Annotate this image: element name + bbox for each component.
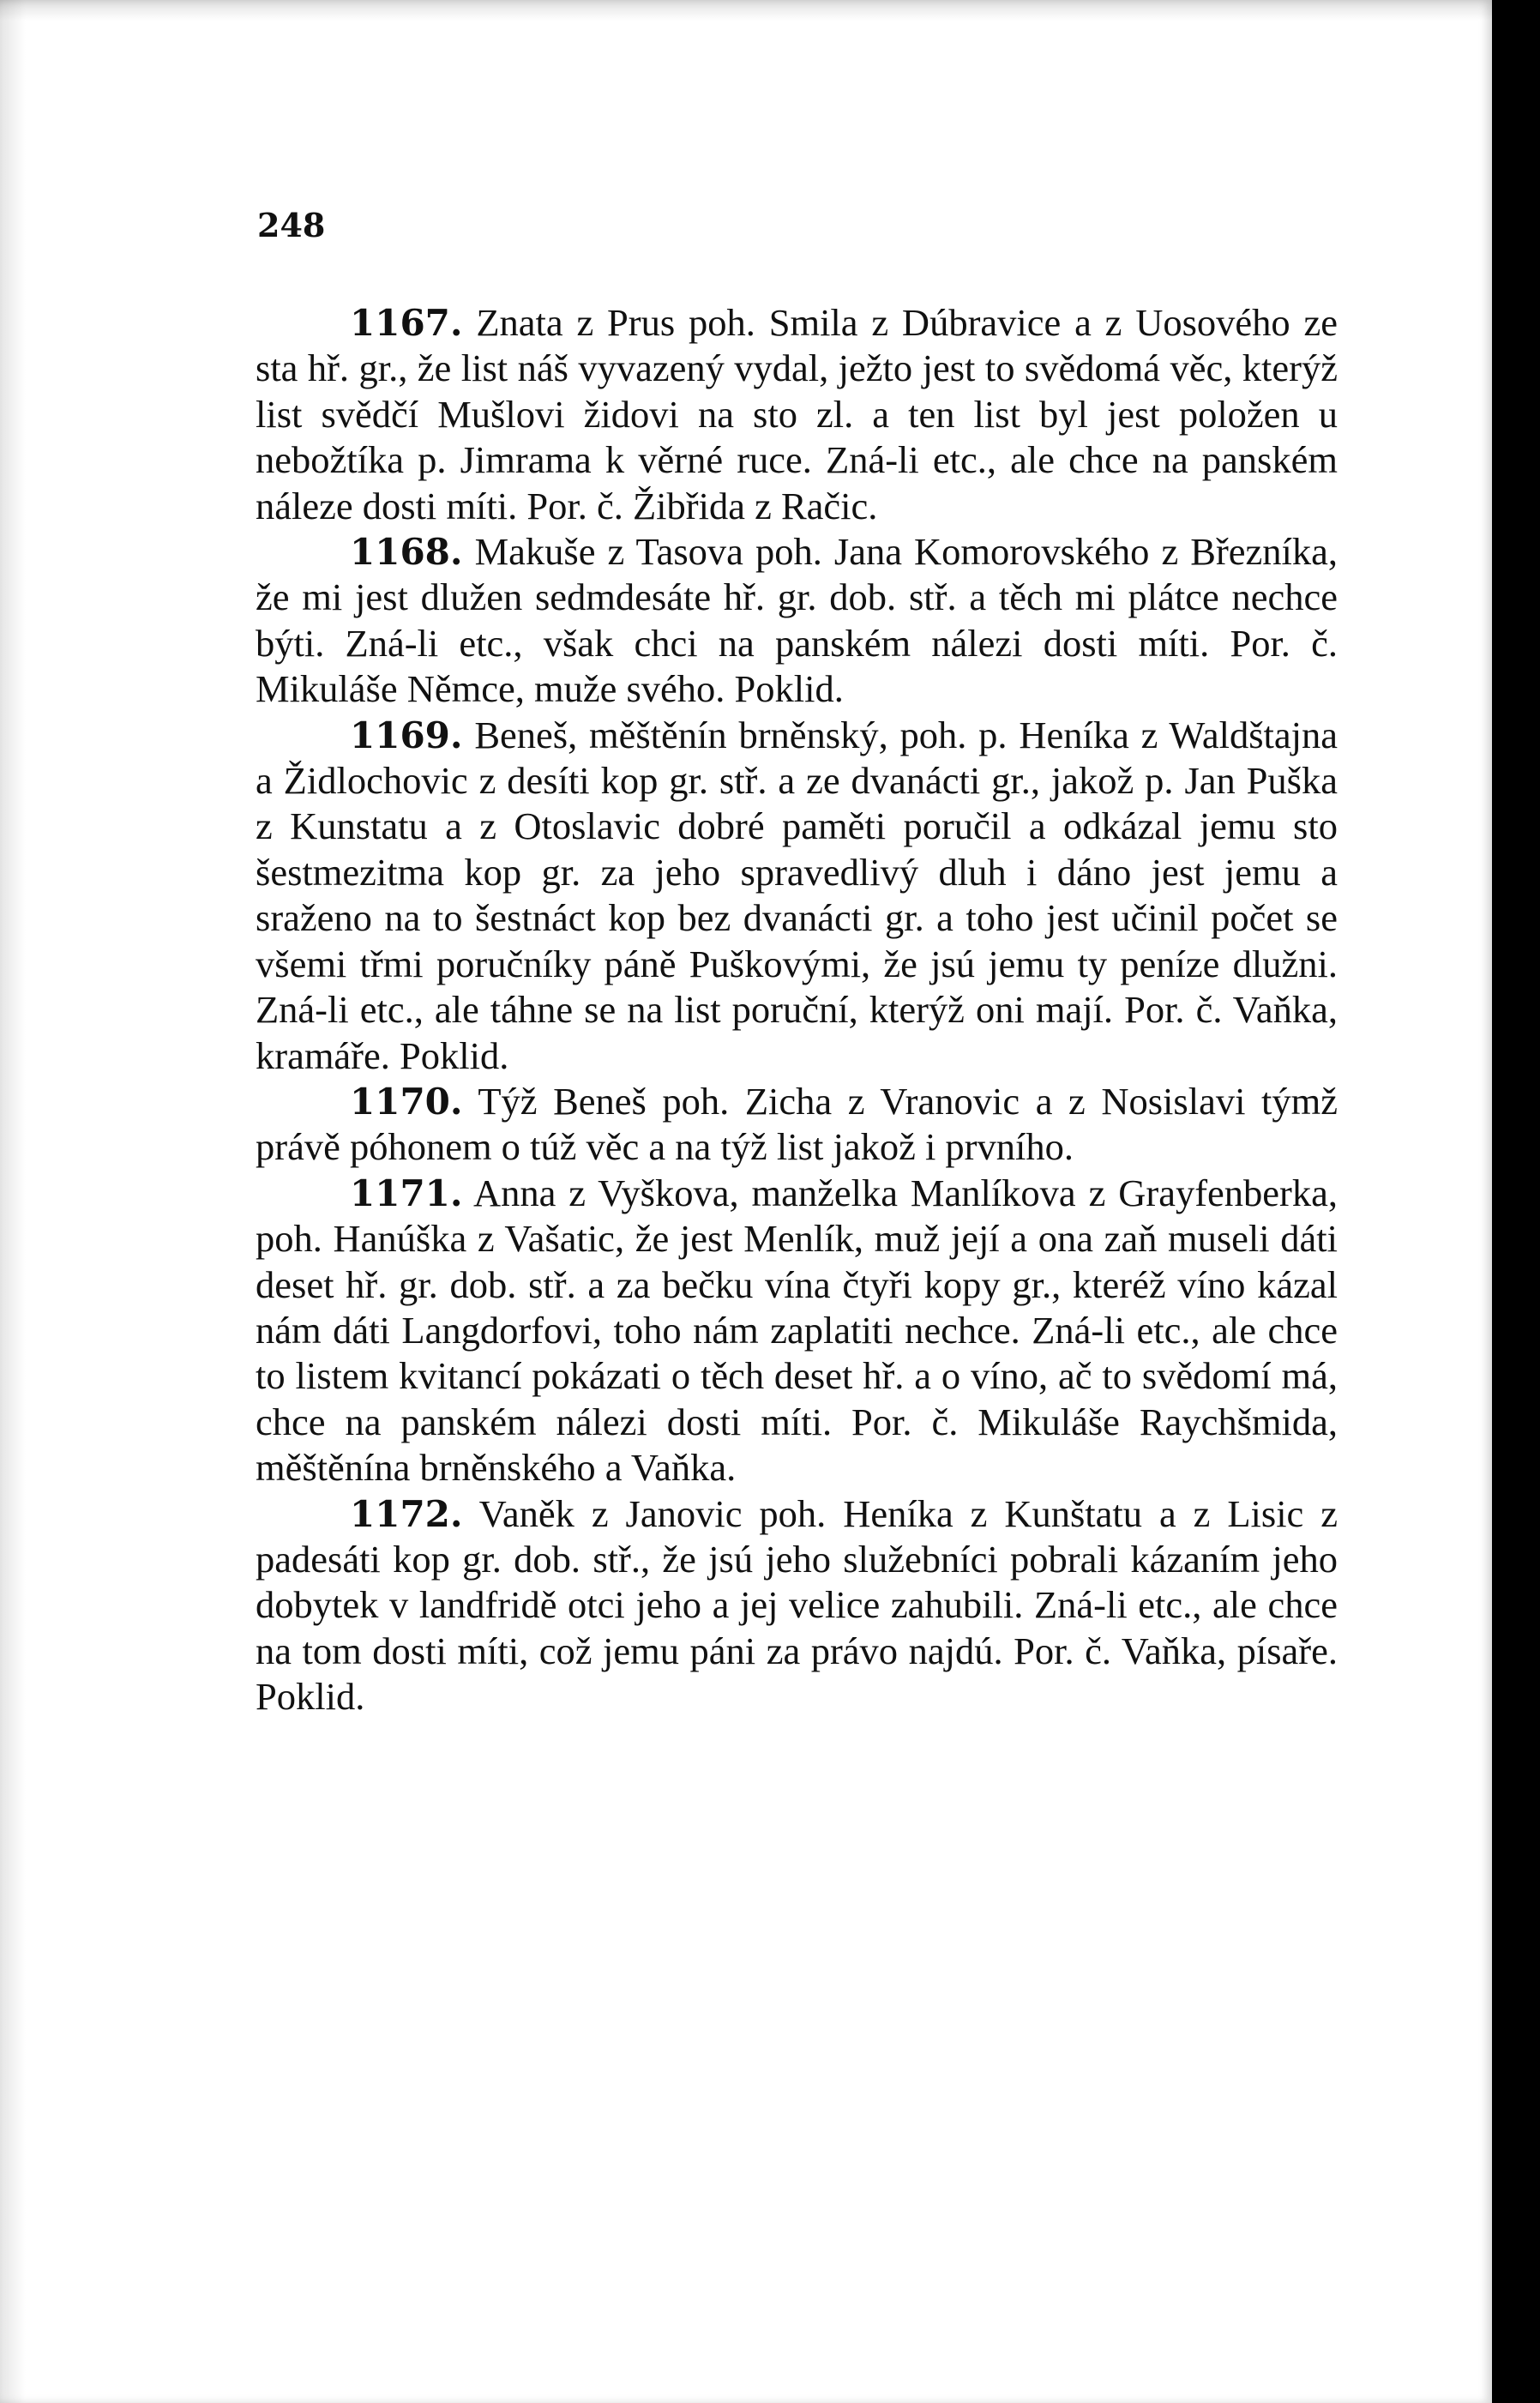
entry-text: Beneš, měštěnín brněnský, poh. p. Heníka z Waldštajna a Židlochovic z desíti kop gr. stř. a ze dvanácti gr., jakož p. Jan Puška z Kunstatu a z Otoslavic dobré paměti poručil a odkázal jemu sto šestmezitma kop gr. za jeho spravedlivý dluh i dáno jest jemu a sraženo na to šestnáct kop bez dvanácti gr. a toho jest učinil počet se všemi třmi poručníky páně Puškovými, že jsú jemu ty peníze dlužni. Zná-li etc., ale táhne se na list poruční, kterýž oni mají. Por. č. Vaňka, kramáře. Poklid.: [256, 713, 1338, 1077]
entry-1169: [256, 713, 1338, 1079]
entry-text: Znata z Prus poh. Smila z Dúbravice a z Uosového ze sta hř. gr., že list náš vyvazený vydal, ježto jest to svědomá věc, kterýž list svědčí Mušlovi židovi na sto zl. a ten list byl jest položen u nebožtíka p. Jimrama k věrné ruce. Zná-li etc., ale chce na panském náleze dosti míti. Por. č. Žibřida z Račic.: [256, 301, 1338, 527]
body-text: [256, 300, 1338, 1720]
entry-number: 1172.: [350, 1492, 463, 1535]
entry-text: Makuše z Tasova poh. Jana Komorovského z Březníka, že mi jest dlužen sedmdesáte hř. gr. dob. stř. a těch mi plátce nechce býti. Zná-li etc., však chci na panském nálezi dosti míti. Por. č. Mikuláše Němce, muže svého. Poklid.: [256, 530, 1338, 711]
entry-text: Anna z Vyškova, manželka Manlíkova z Grayfenberka, poh. Hanúška z Vašatic, že jest Menlík, muž její a ona zaň museli dáti deset hř. gr. dob. stř. a za bečku vína čtyři kopy gr., kteréž víno kázal nám dáti Langdorfovi, toho nám zaplatiti nechce. Zná-li etc., ale chce to listem kvitancí pokázati o těch deset hř. a o víno, ač to svědomí má, chce na panském nálezi dosti míti. Por. č. Mikuláše Raychšmida, měštěnína brněnského a Vaňka.: [256, 1171, 1338, 1490]
page-top-shadow: [0, 0, 1492, 21]
entry-number: 1168.: [350, 531, 463, 574]
entry-1170: [256, 1079, 1338, 1171]
entry-1167: [256, 300, 1338, 529]
entry-text: Vaněk z Janovic poh. Heníka z Kunštatu a z Lisic z padesáti kop gr. dob. stř., že jsú jeho služebníci pobrali kázaním jeho dobytek v landfridě otci jeho a jej velice zahubili. Zná-li etc., ale chce na tom dosti míti, což jemu páni za právo najdú. Por. č. Vaňka, písaře. Poklid.: [256, 1491, 1338, 1719]
page-edge-shadow: [0, 0, 26, 2403]
entry-number: 1170.: [350, 1080, 463, 1123]
entry-number: 1169.: [350, 714, 463, 756]
entry-number: 1167.: [350, 302, 463, 344]
entry-1168: [256, 529, 1338, 713]
entry-1172: [256, 1491, 1338, 1720]
entry-1171: [256, 1171, 1338, 1491]
page-number: 248: [257, 206, 326, 244]
entry-number: 1171.: [350, 1171, 463, 1214]
entry-text: Týž Beneš poh. Zicha z Vranovic a z Nosislavi týmž právě póhonem o túž věc a na týž list jakož i prvního.: [256, 1079, 1338, 1169]
